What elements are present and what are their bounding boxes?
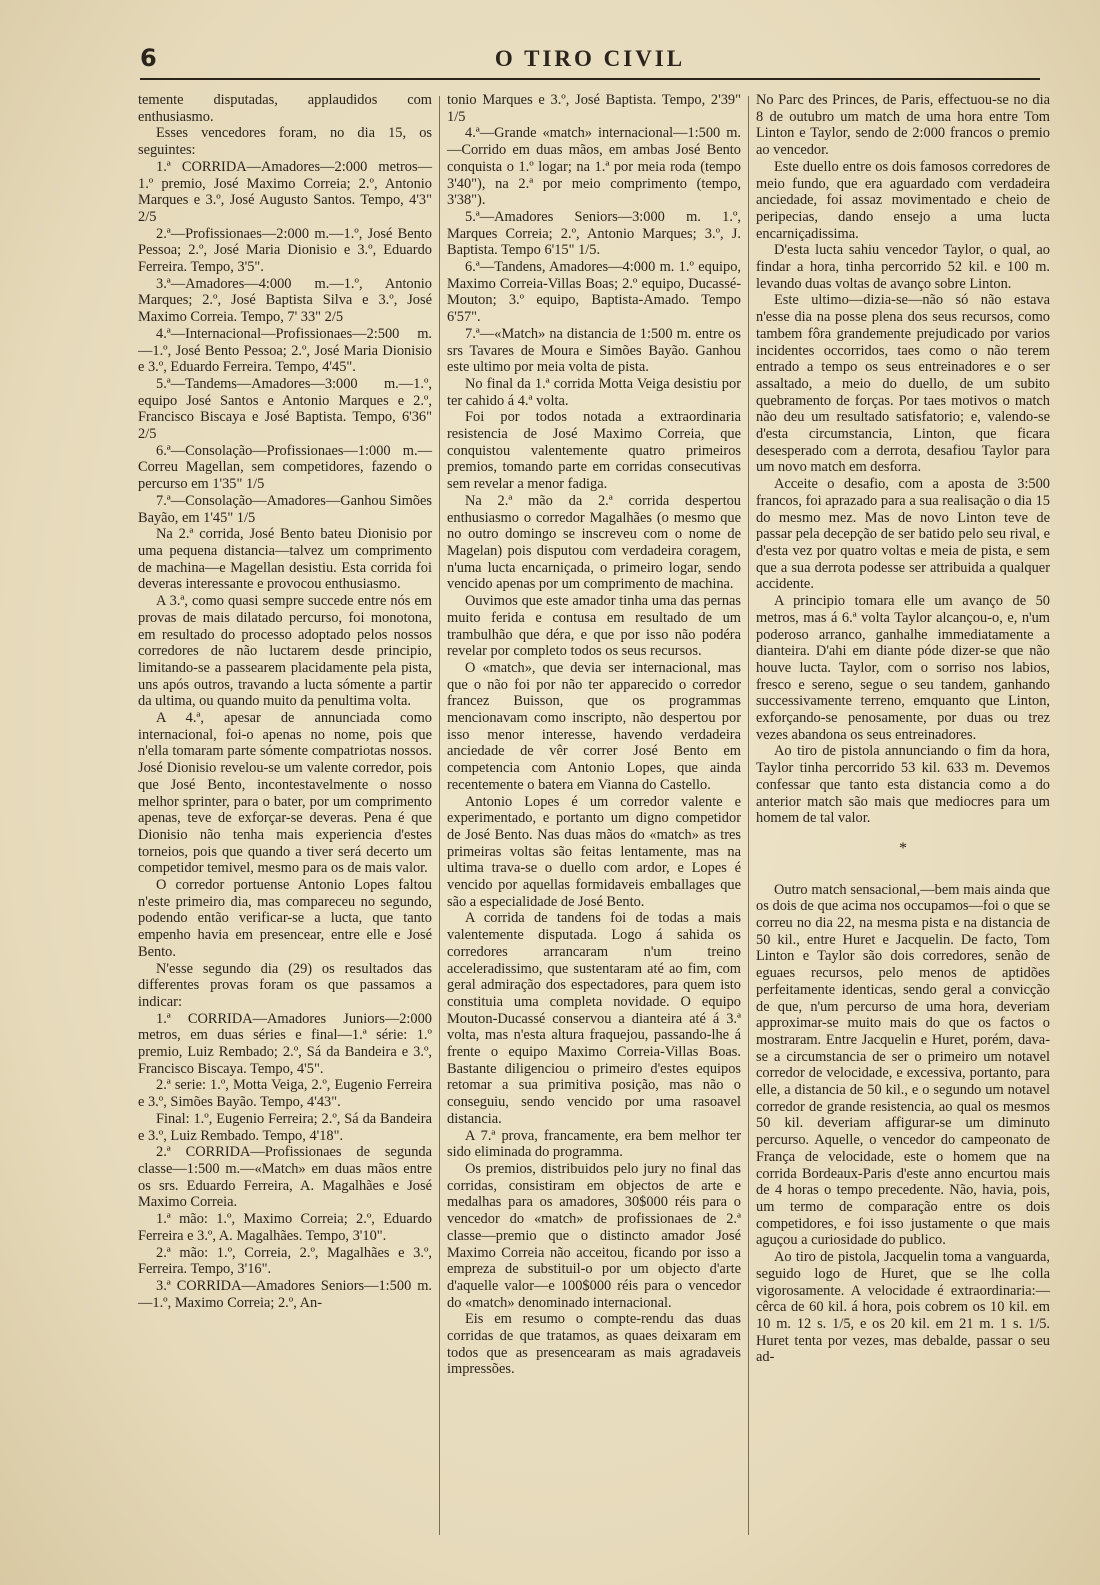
paragraph: 6.ª—Consolação—Profissionaes—1:000 m.—Correu Magellan, sem competidores, fazendo o percurso em 1'35" 1/5 [138,442,432,493]
paragraph: 7.ª—«Match» na distancia de 1:500 m. entre os srs Tavares de Moura e Simões Bayão. Ganhou este ultimo por meia volta de pista. [447,325,741,376]
paragraph: No final da 1.ª corrida Motta Veiga desistiu por ter cahido á 4.ª volta. [447,375,741,409]
paragraph: D'esta lucta sahiu vencedor Taylor, o qual, ao findar a hora, tinha percorrido 52 kil. e 100 m. levando duas voltas de avanço sobre Linton. [756,242,1050,292]
paragraph: A principio tomara elle um avanço de 50 metros, mas á 6.ª volta Taylor alcançou-o, e, n'um poderoso arranco, ganhalhe immediatamente a dianteira. D'ahi em diante póde dizer-se que não houve lucta. Taylor, com o sorriso nos labios, fresco e sereno, segue o seu tandem, ganhando successivamente terreno, emquanto que Linton, exforçando-se penosamente, por duas ou trez vezes abandona os seus entreinadores. [756,593,1050,743]
paragraph: Na 2.ª mão da 2.ª corrida despertou enthusiasmo o corredor Magalhães (o mesmo que no outro domingo se inscreveu com o nome de Magelan) pois disputou com verdadeira coragem, n'uma lucta encarniçada, o primeiro logar, sendo vencido apenas por um comprimento de machina. [447,492,741,593]
paragraph: No Parc des Princes, de Paris, effectuou-se no dia 8 de outubro um match de uma hora entre Tom Linton e Taylor, sendo de 2:000 francos o premio ao vencedor. [756,92,1050,159]
paragraph: 2.ª CORRIDA—Profissionaes de segunda classe—1:500 m.—«Match» em duas mãos entre os srs. Eduardo Ferreira, A. Magalhães e José Maximo Correia. [138,1144,432,1211]
paragraph: Esses vencedores foram, no dia 15, os seguintes: [138,125,432,159]
paragraph: Os premios, distribuidos pelo jury no final das corridas, consistiram em objectos de arte e medalhas para os amadores, 30$000 réis para o vencedor do «match» de profissionaes de 2.ª classe—premio que o distincto amador José Maximo Correia não acceitou, ficando por isso a empreza de substituil-o por um objecto d'arte d'aquelle valor—e 100$000 réis para o vencedor do «match» denominado internacional. [447,1161,741,1311]
paragraph: 7.ª—Consolação—Amadores—Ganhou Simões Bayão, em 1'45" 1/5 [138,492,432,526]
paragraph: A 4.ª, apesar de annunciada como internacional, foi-o apenas no nome, pois que n'ella tomaram parte sómente compatriotas nossos. José Dionisio revelou-se um valente corredor, pois que José Bento, incontestavelmente o nosso melhor sprinter, para o bater, por um comprimento apenas, teve de exforçar-se deveras. Pena é que Dionisio não tenha mais experiencia d'estes torneios, pois que quando a tiver será decerto um competidor temivel, mesmo para os de mais valor. [138,710,432,877]
paragraph: temente disputadas, applaudidos com enthusiasmo. [138,92,432,125]
paragraph: 3.ª—Amadores—4:000 m.—1.º, Antonio Marques; 2.º, José Baptista Silva e 3.º, José Maximo Correia. Tempo, 7' 33" 2/5 [138,275,432,326]
paragraph: Ao tiro de pistola, Jacquelin toma a vanguarda, seguido logo de Huret, que se lhe colla vigorosamente. A velocidade é extraordinaria:—cêrca de 60 kil. á hora, pois cobrem os 10 kil. em 10 m. 12 s. 1/5, e os 20 kil. em 21 m. 1 s. 1/5. Huret tenta por vezes, mas debalde, passar o seu ad- [756,1249,1050,1366]
column-divider [439,96,440,1535]
paragraph: 1.ª mão: 1.º, Maximo Correia; 2.º, Eduardo Ferreira e 3.º, A. Magalhães. Tempo, 3'10". [138,1211,432,1244]
paragraph: Outro match sensacional,—bem mais ainda que os dois de que acima nos occupamos—foi o que se correu no dia 22, na mesma pista e na distancia de 50 kil., entre Huret e Jacquelin. De facto, Tom Linton e Taylor são dois corredores, senão de eguaes recursos, pelo menos de aptidões perfeitamente identicas, sendo geral a convicção de que, n'um percurso de uma hora, deveriam approximar-se muito mais do que os factos o mostraram. Entre Jacquelin e Huret, porém, dava-se a circumstancia de ser o primeiro um notavel corredor de velocidade, e excessiva, portanto, para elle, a distancia de 50 kil., e o segundo um notavel corredor de grande resistencia, ao qual os mesmos 50 kil. deveriam affigurar-se um diminuto percurso. Aquelle, o vencedor do campeonato de França de velocidade, este o homem que na corrida Bordeaux-Paris d'este anno encurtou mais de 4 horas o tempo precedente. Não, havia, pois, um termo de comparação entre os dois competidores, e foi isso justamente o que mais aguçou a curiosidade do publico. [756,881,1050,1249]
paragraph: 1.ª CORRIDA—Amadores—2:000 metros—1.º premio, José Maximo Correia; 2.º, Antonio Marques e 3.º, José Augusto Santos. Tempo, 4'3" 2/5 [138,158,432,225]
paragraph: 2.ª—Profissionaes—2:000 m.—1.º, José Bento Pessoa; 2.º, José Maria Dionisio e 3.º, Eduardo Ferreira. Tempo, 3'5". [138,225,432,276]
paragraph: N'esse segundo dia (29) os resultados das differentes provas foram os que passamos a indicar: [138,960,432,1010]
text-column-3 [756,92,1050,1366]
paragraph: 5.ª—Tandems—Amadores—3:000 m.—1.º, equipo José Santos e Antonio Marques e 2.º, Francisco Biscaya e José Baptista. Tempo, 6'36" 2/5 [138,375,432,443]
paragraph: 1.ª CORRIDA—Amadores Juniors—2:000 metros, em duas séries e final—1.ª série: 1.º premio, Luiz Rembado; 2.º, Sá da Bandeira e 3.º, Francisco Biscaya. Tempo, 4'5". [138,1010,432,1077]
column-divider [748,96,749,1535]
section-separator: * [899,839,907,857]
page-header [140,44,1040,80]
paragraph: Antonio Lopes é um corredor valente e experimentado, e portanto um digno competidor de José Bento. Nas duas mãos do «match» as tres primeiras voltas são feitas lentamente, mas na ultima trava-se o duello com ardor, e Lopes é vencido por aquellas formidaveis emballages que são a especialidade de José Bento. [447,793,741,910]
paragraph: 3.ª CORRIDA—Amadores Seniors—1:500 m.—1.º, Maximo Correia; 2.º, An- [138,1277,432,1311]
paragraph: Ouvimos que este amador tinha uma das pernas muito ferida e contusa em resultado de um trambulhão que déra, e que por isso não podéra revelar por completo todos os seus recursos. [447,593,741,660]
paragraph: 2.ª serie: 1.º, Motta Veiga, 2.º, Eugenio Ferreira e 3.º, Simões Bayão. Tempo, 4'43". [138,1077,432,1111]
paragraph: Ao tiro de pistola annunciando o fim da hora, Taylor tinha percorrido 53 kil. 633 m. Devemos confessar que tanto esta distancia como a do anterior match são mais que mediocres para um homem de tal valor. [756,743,1050,827]
paragraph: 6.ª—Tandens, Amadores—4:000 m. 1.º equipo, Maximo Correia-Villas Boas; 2.º equipo, Ducassé-Mouton; 3.º equipo, Baptista-Amado. Tempo 6'57". [447,259,741,326]
paragraph: O corredor portuense Antonio Lopes faltou n'este primeiro dia, mas compareceu no segundo, podendo então verificar-se a lucta, que tanto empenho havia em presencear, entre elle e José Bento. [138,877,432,960]
paragraph: Eis em resumo o compte-rendu das duas corridas de que tratamos, as quaes deixaram em todos que as presencearam as mais agradaveis impressões. [447,1311,741,1378]
page-number: 6 [140,44,157,72]
paragraph: A corrida de tandens foi de todas a mais valentemente disputada. Logo á sahida os corredores arrancaram n'um treino acceleradissimo, que sustentaram até ao fim, com geral admiração dos espectadores, para quem isto constituia uma completa novidade. O equipo Mouton-Ducassé conservou a dianteira até á 3.ª volta, mas n'esta altura fraquejou, passando-lhe á frente o equipo Maximo Correia-Villas Boas. Bastante diligenciou o primeiro d'estes equipos retomar a sua primitiva posição, mas não o conseguiu, sendo vencido por uma rasoavel distancia. [447,910,741,1127]
text-column-2 [447,92,741,1378]
text-column-1 [138,92,432,1311]
paragraph: A 3.ª, como quasi sempre succede entre nós em provas de mais dilatado percurso, foi monotona, em resultado do processo adoptado pelos nossos corredores de não luctarem desde principio, limitando-se a passearem placidamente pela pista, uns após outros, travando a lucta sómente a partir da ultima, ou quando muito da penultima volta. [138,593,432,710]
paragraph: Final: 1.º, Eugenio Ferreira; 2.º, Sá da Bandeira e 3.º, Luiz Rembado. Tempo, 4'18". [138,1110,432,1144]
paragraph: Este duello entre os dois famosos corredores de meio fundo, que era aguardado com verdadeira anciedade, foi assaz movimentado e cheio de peripecias, dando ensejo a uma lucta encarniçadissima. [756,158,1050,242]
paragraph: 4.ª—Internacional—Profissionaes—2:500 m.—1.º, José Bento Pessoa; 2.º, José Maria Dionisio e 3.º, Eduardo Ferreira. Tempo, 4'45". [138,325,432,376]
paragraph: O «match», que devia ser internacional, mas que o não foi por não ter apparecido o corredor francez Buisson, que os programmas mencionavam como inscripto, não despertou por isso menor interesse, havendo verdadeira anciedade de vêr correr José Bento em competencia com Antonio Lopes, que ainda recentemente o batera em Vianna do Castello. [447,659,741,793]
paragraph: A 7.ª prova, francamente, era bem melhor ter sido eliminada do programma. [447,1127,741,1161]
paragraph: Este ultimo—dizia-se—não só não estava n'esse dia na posse plena dos seus recursos, como tambem fôra grandemente prejudicado por varios incidentes occorridos, taes como o não terem entrado a tempo os seus entreinadores e o ser assaltado, a meio do duello, de um subito quebramento de forças. Por taes motivos o match não deu um resultado satisfatorio; e, valendo-se d'esta circumstancia, Linton, que ficara desesperado com a derrota, desafiou Taylor para um novo match em desforra. [756,292,1050,476]
paragraph: 4.ª—Grande «match» internacional—1:500 m.—Corrido em duas mãos, em ambas José Bento conquista o 1.º logar; na 1.ª por meia roda (tempo 3'40"), na 2.ª por meio comprimento (tempo, 3'38"). [447,125,741,209]
paragraph: Acceite o desafio, com a aposta de 3:500 francos, foi aprazado para a sua realisação o dia 15 do mesmo mez. Mas de novo Linton teve de passar pela decepção de ser batido pelo seu rival, e d'esta vez por quatro voltas e meia de pista, e sem que a sua derrota podesse ser attribuida a qualquer accidente. [756,476,1050,593]
paragraph: Foi por todos notada a extraordinaria resistencia de José Maximo Correia, que conquistou valentemente quatro primeiros premios, tomando parte em corridas consecutivas sem revelar a menor fadiga. [447,409,741,493]
paragraph: 2.ª mão: 1.º, Correia, 2.º, Magalhães e 3.º, Ferreira. Tempo, 3'16". [138,1244,432,1278]
paragraph: tonio Marques e 3.º, José Baptista. Tempo, 2'39" 1/5 [447,92,741,125]
paragraph: 5.ª—Amadores Seniors—3:000 m. 1.º, Marques Correia; 2.º, Antonio Marques; 3.º, J. Baptista. Tempo 6'15" 1/5. [447,208,741,259]
paragraph: Na 2.ª corrida, José Bento bateu Dionisio por uma pequena distancia—talvez um comprimento de machina—e Magellan desistiu. Esta corrida foi deveras interessante e provocou enthusiasmo. [138,526,432,593]
journal-title: O TIRO CIVIL [494,46,686,71]
